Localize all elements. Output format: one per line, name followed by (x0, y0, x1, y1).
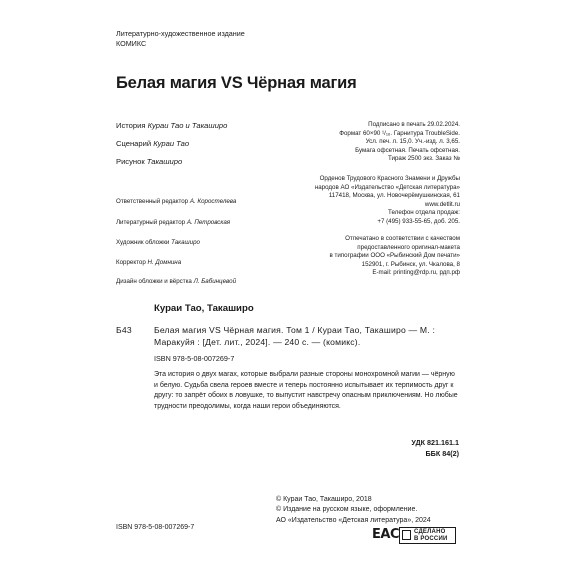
edition-type: Литературно-художественное издание (116, 29, 245, 38)
credit-script: Сценарий Кураи Тао (116, 139, 190, 148)
publisher-info-line: 117418, Москва, ул. Новочерёмушкинская, 61 (328, 192, 460, 200)
catalog-annotation: Эта история о двух магах, которые выбрали разные стороны монохромной магии — чёрную и белую. Судьба свела героев вместе и теперь постоянно испытывает их терпимость друг к другу: то запрёт обоих в ловушке, то выпустит навстречу опасным приключениям. Но любые трудности преодолимы, когда наши герои объединяются. (154, 371, 458, 410)
copyright-line: © Издание на русском языке, оформление. (276, 506, 418, 514)
print-info-line: Формат 60×90 ¹/₁₆. Гарнитура TroubleSide. (339, 129, 460, 137)
printer-info-block (330, 235, 461, 278)
catalog-bib-line-2: Маракуйя : [Дет. лит., 2024]. — 240 с. — (комикс). (154, 337, 361, 347)
made-in-russia-logo (399, 527, 456, 544)
publisher-info-line: Орденов Трудового Красного Знамени и Дружбы (319, 175, 460, 182)
catalog-author-heading: Кураи Тао, Такаширо (154, 303, 254, 314)
publisher-info-line: +7 (495) 933-55-65, доб. 205. (377, 217, 460, 225)
publisher-info-line: Телефон отдела продаж: (388, 209, 460, 217)
made-in-russia-text: СДЕЛАНО В РОССИИ (414, 529, 448, 542)
copyright-line: АО «Издательство «Детская литература», 2024 (276, 516, 431, 524)
print-info-line: Тираж 2500 экз. Заказ № (388, 155, 460, 163)
credit-story: История Кураи Тао и Такаширо (116, 121, 228, 130)
printer-info-line: предоставленного оригинал-макета (357, 243, 460, 251)
designer: Дизайн обложки и вёрстка Л. Бабинцевой (116, 278, 237, 285)
printer-info-line: в типографии ООО «Рыбинский Дом печати» (329, 252, 460, 260)
editor-literary: Литературный редактор А. Петровская (116, 219, 231, 226)
publisher-info-line: www.detlit.ru (424, 200, 460, 208)
made-in-russia-square-icon (402, 530, 411, 540)
footer-isbn: ISBN 978-5-08-007269-7 (116, 524, 195, 531)
catalog-bib-line-1: Белая магия VS Чёрная магия. Том 1 / Кураи Тао, Такаширо — М. : (154, 325, 436, 335)
copyright-block (276, 495, 431, 526)
printer-info-line: 152901, г. Рыбинск, ул. Чкалова, 8 (361, 260, 460, 268)
catalog-isbn: ISBN 978-5-08-007269-7 (154, 354, 235, 363)
book-title: Белая магия VS Чёрная магия (116, 74, 357, 92)
bbk-code: ББК 84(2) (425, 449, 459, 458)
cover-artist: Художник обложки Такаширо (116, 239, 201, 246)
print-info-line: Подписано в печать 29.02.2024. (368, 121, 460, 128)
printer-info-line: Отпечатано в соответствии с качеством (345, 235, 460, 242)
proofreader: Корректор Н. Домнина (116, 259, 182, 266)
print-info-line: Усл. печ. л. 15,0. Уч.-изд. л. 3,65. (365, 138, 460, 146)
print-info-block (339, 121, 460, 164)
printer-info-line: E-mail: printing@rdp.ru, рдп.рф (372, 269, 460, 277)
genre-label: КОМИКС (116, 39, 147, 48)
eac-mark-logo: EAC (372, 527, 399, 542)
publisher-info-line: народов АО «Издательство «Детская литература» (314, 183, 460, 191)
editor-responsible: Ответственный редактор А. Коростелева (116, 198, 237, 205)
udk-code: УДК 821.161.1 (411, 438, 459, 447)
print-info-line: Бумага офсетная. Печать офсетная. (355, 146, 460, 154)
credit-art: Рисунок Такаширо (116, 157, 183, 166)
catalog-code: Б43 (116, 325, 132, 335)
copyright-line: © Кураи Тао, Такаширо, 2018 (276, 496, 372, 503)
publisher-info-block (315, 175, 460, 227)
